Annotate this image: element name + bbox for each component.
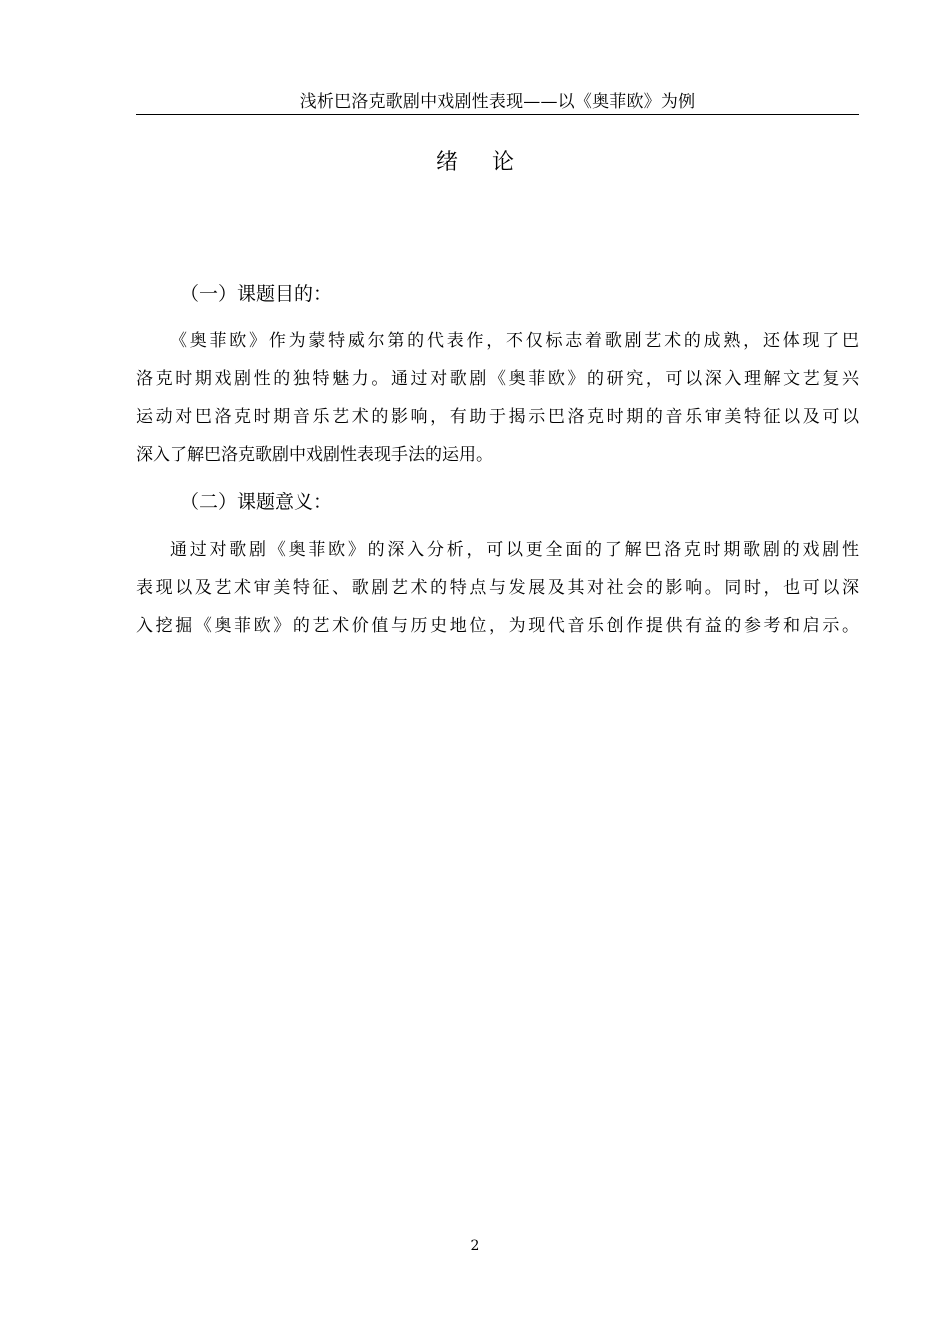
paragraph-line: 表现以及艺术审美特征、歌剧艺术的特点与发展及其对社会的影响。同时，也可以深 [136,578,859,598]
paragraph-purpose [136,322,859,474]
header-rule [136,114,859,115]
page-number: 2 [470,1238,480,1254]
paragraph-line: 《奥菲欧》作为蒙特威尔第的代表作，不仅标志着歌剧艺术的成熟，还体现了巴 [170,331,859,351]
paragraph-line: 入挖掘《奥菲欧》的艺术价值与历史地位，为现代音乐创作提供有益的参考和启示。 [136,616,859,636]
paragraph-line: 深入了解巴洛克歌剧中戏剧性表现手法的运用。 [136,445,493,465]
paragraph-line: 洛克时期戏剧性的独特魅力。通过对歌剧《奥菲欧》的研究，可以深入理解文艺复兴 [136,369,859,389]
chapter-title: 绪论 [435,150,548,175]
section-heading-purpose: （一）课题目的： [180,283,333,305]
paragraph-line: 通过对歌剧《奥菲欧》的深入分析，可以更全面的了解巴洛克时期歌剧的戏剧性 [170,540,859,560]
paragraph-line: 运动对巴洛克时期音乐艺术的影响，有助于揭示巴洛克时期的音乐审美特征以及可以 [136,407,859,427]
paragraph-significance [136,531,859,645]
running-header: 浅析巴洛克歌剧中戏剧性表现——以《奥菲欧》为例 [299,92,696,112]
section-heading-significance: （二）课题意义： [180,491,333,513]
